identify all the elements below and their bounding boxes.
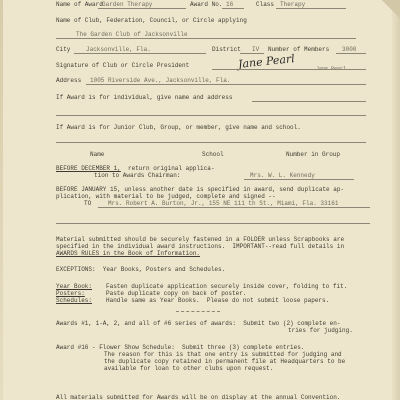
awards-line-1: Awards #1, 1-A, 2, and all of #6 series of awards: Submit two (2) complete en-	[56, 320, 341, 327]
schedules-label: Schedules:	[56, 297, 93, 304]
award-name-label: Name of Award	[56, 1, 103, 8]
separator-1	[56, 223, 370, 224]
col-name-heading: Name	[90, 151, 105, 158]
address-value: 1005 Riverside Ave., Jacksonville, Fla.	[90, 77, 231, 84]
individual-line-1	[252, 101, 366, 102]
club-name-value: The Garden Club of Jacksonville	[76, 31, 188, 38]
col-school-heading: School	[202, 151, 224, 158]
page-shadow-left	[0, 0, 3, 400]
to-label: TO	[84, 200, 92, 207]
district-value: IV	[252, 46, 260, 53]
club-name-line	[56, 38, 356, 39]
awards-line-2: tries for judging.	[288, 327, 353, 334]
exceptions-line: EXCEPTIONS: Year Books, Posters and Schedules.	[56, 266, 226, 273]
before-december-text: return original applica-	[128, 165, 215, 172]
material-line-3: AWARDS RULES in the Book of Information.	[56, 250, 201, 257]
members-value: 3000	[342, 46, 357, 53]
signature-line	[212, 69, 366, 70]
folded-corner	[382, 0, 400, 18]
city-label: City	[56, 46, 71, 53]
award-name-line	[98, 8, 186, 9]
class-line	[276, 8, 346, 9]
award-no-label: Award No.	[190, 1, 223, 8]
district-label: District	[212, 46, 241, 53]
city-value: Jacksonville, Fla.	[86, 46, 151, 53]
junior-label: If Award is for Junior Club, Group, or member, give name and school.	[56, 124, 301, 131]
individual-line-2	[56, 115, 366, 116]
posters-label: Posters:	[56, 290, 85, 297]
club-name-label: Name of Club, Federation, Council, or Circle applying	[56, 17, 247, 24]
award-no-line	[222, 8, 244, 9]
to-address-line	[98, 207, 370, 208]
signature-label: Signature of Club or Circle President	[56, 62, 190, 69]
award16-line-4: available for loan to other clubs upon request.	[104, 365, 274, 372]
yearbook-text: Fasten duplicate application securely inside cover, folding to fit.	[106, 283, 348, 290]
page-shadow-right	[392, 0, 400, 400]
city-line	[74, 53, 206, 54]
president-signature: Jane Pearl	[237, 52, 296, 71]
award16-line-3: the duplicate copy retained in permanent file at Headquarters to be	[104, 358, 346, 365]
award-name-value: Garden Therapy	[102, 1, 153, 8]
dash-separator	[176, 311, 220, 312]
junior-line-1	[56, 142, 366, 143]
chairman-name: Mrs. W. L. Kennedy	[250, 172, 315, 179]
material-line-2: specified in the individual award instructions. IMPORTANT--read full details in	[56, 243, 345, 250]
posters-text: Paste duplicate copy on back of poster.	[106, 290, 247, 297]
address-label: Address	[56, 77, 82, 84]
address-line	[86, 84, 366, 85]
yearbook-label: Year Book:	[56, 283, 93, 290]
to-address: Mrs. Robert A. Burton, Jr., 155 NE 111 th St., Miami, Fla. 33161	[108, 200, 339, 207]
members-line	[336, 53, 366, 54]
individual-label: If Award is for individual, give name and address	[56, 94, 233, 101]
district-line	[240, 53, 264, 54]
before-january-line-2: plication, with material to be judged, complete and signed --	[56, 193, 276, 200]
president-typed-name: Jane Pearl	[316, 66, 347, 72]
schedules-text: Handle same as Year Books. Please do not submit loose papers.	[106, 297, 330, 304]
award16-line-1: Award #16 - Flower Show Schedule: Submit three (3) complete entries.	[56, 344, 305, 351]
award-no-value: 16	[226, 1, 234, 8]
col-number-heading: Number in Group	[286, 151, 341, 158]
class-label: Class	[256, 1, 275, 8]
bottom-note: All materials submitted for Awards will be on display at the annual Convention.	[56, 394, 341, 400]
chairman-line	[244, 179, 354, 180]
before-december-heading: BEFORE DECEMBER 1,	[56, 165, 121, 172]
award16-line-2: The reason for this is that one entry is submitted for judging and	[104, 351, 342, 358]
class-value: Therapy	[280, 1, 306, 8]
before-january-line-1: BEFORE JANUARY 15, unless another date is specified in award, send duplicate ap-	[56, 186, 345, 193]
before-december-text-2: tion to Awards Chairman:	[94, 172, 181, 179]
members-label: Number of Members	[268, 46, 330, 53]
material-line-1: Material submitted should be securely fastened in a FOLDER unless Scrapbooks are	[56, 236, 345, 243]
